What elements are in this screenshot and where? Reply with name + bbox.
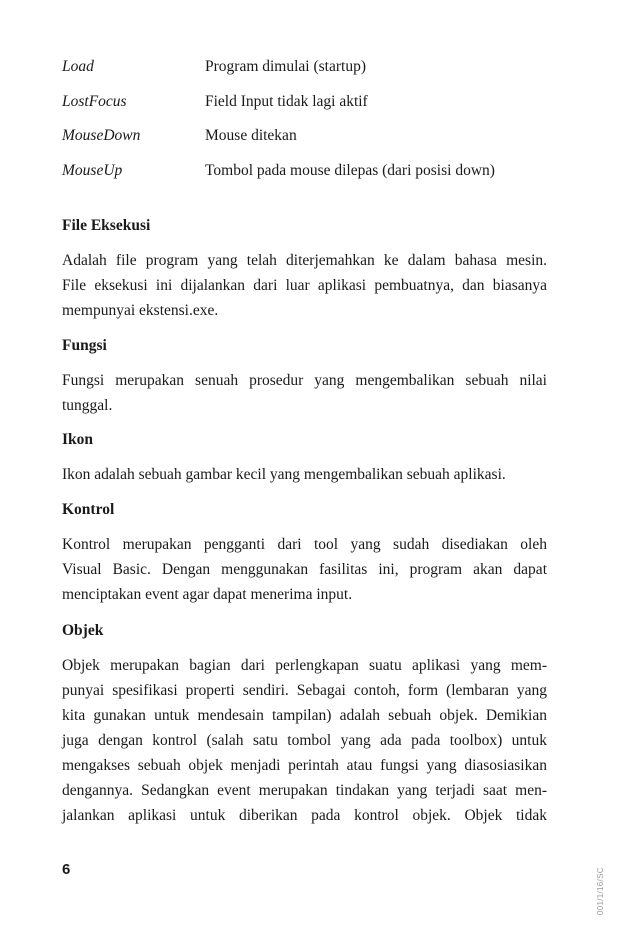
event-name: LostFocus: [62, 92, 127, 110]
section-heading: Ikon: [62, 431, 94, 448]
paragraph-line: menciptakan event agar dapat menerima input.: [62, 586, 353, 603]
section-paragraph: [62, 462, 547, 487]
event-table: [62, 58, 562, 196]
paragraph-line: dengannya. Sedangkan event merupakan tindakan yang terjadi saat men-: [62, 782, 547, 799]
event-row: [62, 162, 562, 197]
paragraph-line: punyai spesifikasi properti sendiri. Sebagai contoh, form (lembaran yang: [62, 682, 547, 699]
section-kontrol: [62, 498, 547, 607]
section-heading: Fungsi: [62, 337, 107, 354]
paragraph-line: jalankan aplikasi untuk diberikan pada kontrol objek. Objek tidak: [62, 807, 547, 824]
page-number: 6: [62, 861, 71, 878]
section-ikon: [62, 428, 547, 487]
paragraph-line: Adalah file program yang telah diterjemahkan ke dalam bahasa mesin.: [62, 252, 547, 269]
event-name: MouseDown: [62, 127, 141, 144]
paragraph-line: Ikon adalah sebuah gambar kecil yang mengembalikan sebuah aplikasi.: [62, 466, 506, 483]
paragraph-line: File eksekusi ini dijalankan dari luar aplikasi pembuatnya, dan biasanya: [62, 277, 547, 294]
paragraph-line: kita gunakan untuk mendesain tampilan) adalah sebuah objek. Demikian: [62, 707, 547, 724]
section-file-eksekusi: [62, 214, 547, 323]
section-fungsi: [62, 334, 547, 418]
paragraph-line: Visual Basic. Dengan menggunakan fasilitas ini, program akan dapat: [62, 561, 547, 578]
watermark: 001/1/16/SC: [596, 867, 605, 915]
section-heading: File Eksekusi: [62, 217, 151, 234]
paragraph-line: juga dengan kontrol (salah satu tombol yang ada pada toolbox) untuk: [62, 732, 547, 749]
section-paragraph: [62, 248, 547, 323]
event-row: [62, 127, 562, 162]
section-heading: Objek: [62, 622, 104, 639]
event-description: Mouse ditekan: [205, 127, 297, 144]
event-description: Tombol pada mouse dilepas (dari posisi down): [205, 161, 495, 179]
paragraph-line: Kontrol merupakan pengganti dari tool yang sudah disediakan oleh: [62, 536, 547, 553]
paragraph-line: Objek merupakan bagian dari perlengkapan suatu aplikasi yang mem-: [62, 657, 547, 674]
event-name: Load: [62, 58, 94, 75]
section-paragraph: [62, 653, 547, 828]
paragraph-line: tunggal.: [62, 397, 113, 414]
event-description: Program dimulai (startup): [205, 58, 366, 75]
section-heading: Kontrol: [62, 501, 115, 518]
section-paragraph: [62, 532, 547, 607]
paragraph-line: mengakses sebuah objek menjadi perintah atau fungsi yang diasosiasikan: [62, 757, 547, 774]
paragraph-line: Fungsi merupakan senuah prosedur yang mengembalikan sebuah nilai: [62, 372, 547, 389]
event-description: Field Input tidak lagi aktif: [205, 92, 368, 110]
event-row: [62, 58, 562, 93]
event-row: [62, 93, 562, 128]
section-paragraph: [62, 368, 547, 418]
section-objek: [62, 619, 547, 828]
event-name: MouseUp: [62, 161, 123, 179]
paragraph-line: mempunyai ekstensi.exe.: [62, 302, 219, 319]
